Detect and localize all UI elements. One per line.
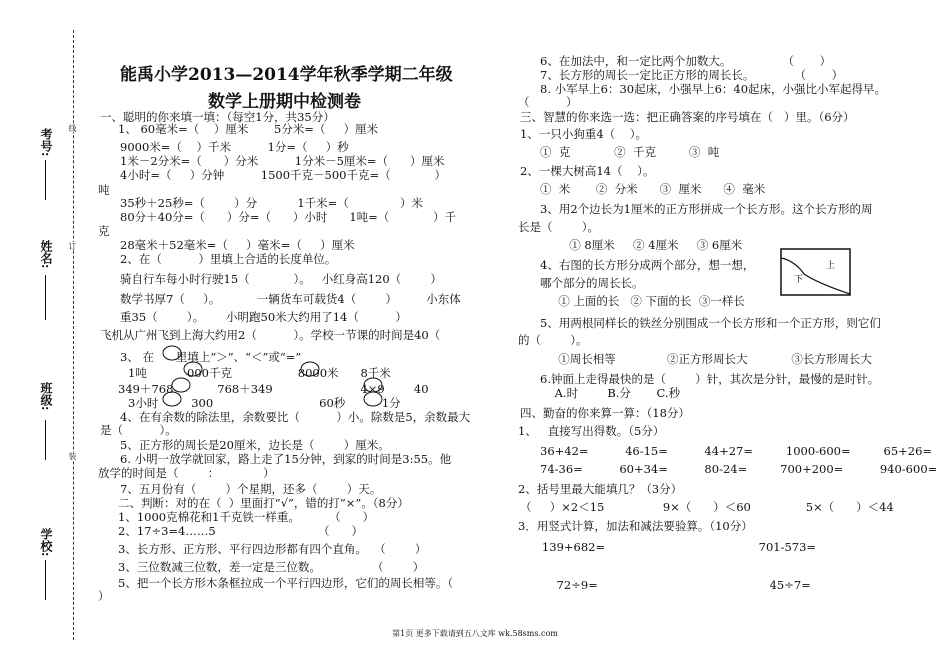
- choice-question: 5、用两根同样长的铁丝分别围成一个长方形和一个正方形，则它们: [540, 316, 881, 330]
- choice-options: ① 8厘米 ② 4厘米 ③ 6厘米: [540, 238, 743, 252]
- rectangle-figure: [780, 248, 852, 298]
- class-line: [45, 420, 46, 460]
- question-line: 飞机从广州飞到上海大约用2（ ）。学校一节课的时间是40（: [100, 328, 441, 342]
- question-line: 7、五月份有（ ）个星期，还多（ ）天。: [120, 482, 382, 496]
- comparison-line: 3小时 300 60秒 1分: [128, 396, 401, 410]
- class-label: 班级:: [39, 382, 53, 411]
- choice-options: ① 上面的长 ② 下面的长 ③一样长: [540, 294, 745, 308]
- calc-subheading: 1、 直接写出得数。（5分）: [518, 424, 665, 438]
- judgement-line: 1、1000克棉花和1千克铁一样重。 （ ）: [118, 510, 375, 524]
- judgement-line: 8. 小军早上6：30起床，小强早上6：40起床，小强比小军起得早。: [540, 82, 887, 96]
- choice-question: 4、右图的长方形分成两个部分，想一想，: [540, 258, 755, 272]
- judgement-line: （ ）: [518, 95, 578, 109]
- question-line: 3、 在 里填上“＞”、“＜”或“=”: [120, 350, 302, 364]
- exam-number-label: 考号:: [39, 128, 53, 157]
- question-line: 28毫米＋52毫米=（ ）毫米=（ ）厘米: [120, 238, 355, 252]
- question-line: 是（ ）。: [100, 423, 177, 437]
- question-line: 吨: [98, 183, 110, 197]
- figure-upper-label: 上: [826, 261, 836, 271]
- section2-heading: 二、判断：对的在（ ）里面打“√”，错的打“×”。（8分）: [118, 496, 409, 510]
- question-line: 数学书厚7（ ）。 一辆货车可载货4（ ） 小东体: [120, 292, 461, 306]
- question-line: 4小时=（ ）分钟 1500千克－500千克=（ ）: [120, 168, 447, 182]
- figure-lower-label: 下: [794, 275, 804, 285]
- question-line: 2、在（ ）里填上合适的长度单位。: [120, 252, 337, 266]
- question-line: 80分＋40分=（ ）分=（ ）小时 1吨=（ ）千: [120, 210, 457, 224]
- question-line: 克: [98, 224, 110, 238]
- question-line: 放学的时间是（ ： ）: [98, 466, 275, 480]
- question-line: 5、正方形的周长是20厘米，边长是（ ）厘米。: [120, 438, 390, 452]
- question-line: 1、 60毫米=（ ）厘米 5分米=（ ）厘米: [118, 122, 379, 136]
- question-line: 4、在有余数的除法里，余数要比（ ）小。除数是5，余数最大: [120, 410, 471, 424]
- choice-options: A.时 B.分 C.秒: [540, 386, 681, 400]
- binding-mark-ding: 订: [68, 242, 77, 250]
- choice-question: 2、一棵大树高14（ ）。: [520, 164, 655, 178]
- exam-title-line2: 数学上册期中检测卷: [208, 92, 361, 112]
- section1-heading: 一、聪明的你来填一填：（每空1分，共35分）: [100, 110, 335, 124]
- choice-question: 6.钟面上走得最快的是（ ）针，其次是分针，最慢的是时针。: [540, 372, 880, 386]
- choice-question: 3、用2个边长为1厘米的正方形拼成一个长方形。这个长方形的周: [540, 202, 873, 216]
- choice-options: ①周长相等 ②正方形周长大 ③长方形周长大: [540, 352, 872, 366]
- comparison-line: 349＋768 768＋349 4×9 40: [118, 382, 429, 396]
- calc-subheading: 2、括号里最大能填几？（3分）: [518, 482, 683, 496]
- question-line: 6. 小明一放学就回家，路上走了15分钟，到家的时间是3:55。他: [120, 452, 452, 466]
- page-footer: 第1页 更多下载请到五八文库 wk.58sms.com: [392, 629, 558, 638]
- comparison-line: 1吨 000千克 8000米 8千米: [128, 366, 391, 380]
- school-line: [45, 560, 46, 600]
- calc-row: 139+682= 701-573=: [520, 540, 817, 554]
- judgement-line: 2、17÷3=4……5 （ ）: [118, 524, 363, 538]
- judgement-line: 5、把一个长方形木条框拉成一个平行四边形，它们的周长相等。（: [118, 576, 454, 590]
- choice-options: ① 克 ② 千克 ③ 吨: [540, 145, 720, 159]
- choice-question: 哪个部分的周长长。: [540, 276, 644, 290]
- choice-options: ① 米 ② 分米 ③ 厘米 ④ 毫米: [540, 182, 766, 196]
- choice-question: 的（ ）。: [518, 333, 588, 347]
- exam-title-line1: 能禹小学2013—2014学年秋季学期二年级: [120, 65, 453, 85]
- judgement-line: 6、在加法中，和一定比两个加数大。 （ ）: [540, 54, 832, 68]
- calc-subheading: 3．用竖式计算，加法和减法要验算。（10分）: [518, 519, 753, 533]
- calc-row: （ ）×2＜15 9×（ ）＜60 5×（ ）＜44: [520, 500, 894, 514]
- binding-mark-xian: 线: [68, 124, 77, 132]
- school-label: 学校:: [39, 528, 53, 557]
- binding-mark-zhuang: 装: [68, 452, 77, 460]
- choice-question: 1、一只小狗重4（ ）。: [520, 127, 648, 141]
- question-line: 35秒＋25秒=（ ）分 1千米=（ ）米: [120, 196, 423, 210]
- calc-row: 74-36= 60+34= 80-24= 700+200= 940-600=: [540, 462, 938, 476]
- binding-dashed-line: [73, 30, 74, 640]
- question-line: 1米－2分米=（ ）分米 1分米－5厘米=（ ）厘米: [120, 154, 445, 168]
- name-label: 姓名:: [39, 240, 53, 269]
- judgement-line: 3、长方形、正方形、平行四边形都有四个直角。 （ ）: [118, 542, 427, 556]
- name-line: [45, 275, 46, 320]
- calc-row: 72÷9= 45÷7=: [520, 578, 811, 592]
- section4-heading: 四、勤奋的你来算一算：（18分）: [520, 406, 690, 420]
- choice-question: 长是（ ）。: [518, 220, 599, 234]
- question-line: 重35（ ）。 小明跑50米大约用了14（ ）: [120, 310, 407, 324]
- judgement-line: 7、长方形的周长一定比正方形的周长长。 （ ）: [540, 68, 844, 82]
- calc-row: 36+42= 46-15= 44+27= 1000-600= 65+26=: [540, 444, 933, 458]
- question-line: 骑自行车每小时行驶15（ ）。 小红身高120（ ）: [120, 272, 442, 286]
- judgement-line: 3、三位数减三位数，差一定是三位数。 （ ）: [118, 560, 425, 574]
- judgement-line: ）: [98, 589, 110, 603]
- question-line: 9000米=（ ）千米 1分=（ ）秒: [120, 140, 349, 154]
- exam-number-line: [45, 160, 46, 200]
- section3-heading: 三、智慧的你来选一选：把正确答案的序号填在（ ）里。（6分）: [520, 110, 855, 124]
